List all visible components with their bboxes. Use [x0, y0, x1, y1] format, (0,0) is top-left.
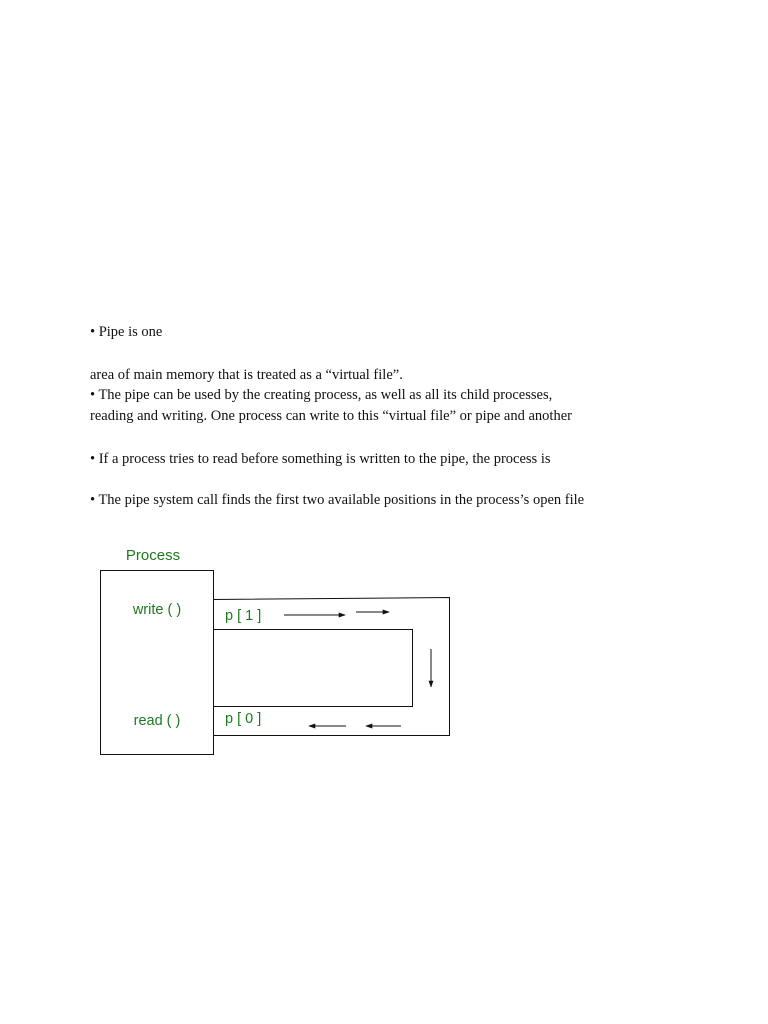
pipe-inner-loop — [214, 630, 413, 707]
write-label: write ( ) — [132, 602, 182, 618]
text-line-reading-writing: reading and writing. One process can write to this “virtual file” or pipe and another — [90, 408, 572, 424]
text-line-main-memory: area of main memory that is treated as a “virtual file”. — [90, 367, 403, 383]
process-title: Process — [125, 547, 181, 564]
write-end-label: p [ 1 ] — [225, 608, 262, 624]
text-line-pipe-system-call: • The pipe system call finds the first two available positions in the process’s open file — [90, 492, 585, 508]
read-end-label: p [ 0 ] — [225, 711, 262, 727]
text-line-pipe-is-one: • Pipe is one — [90, 324, 163, 340]
text-line-pipe-usage: • The pipe can be used by the creating process, as well as all its child processes, — [90, 387, 553, 403]
text-line-read-before-write: • If a process tries to read before something is written to the pipe, the process is — [90, 451, 551, 467]
read-label: read ( ) — [133, 713, 181, 729]
